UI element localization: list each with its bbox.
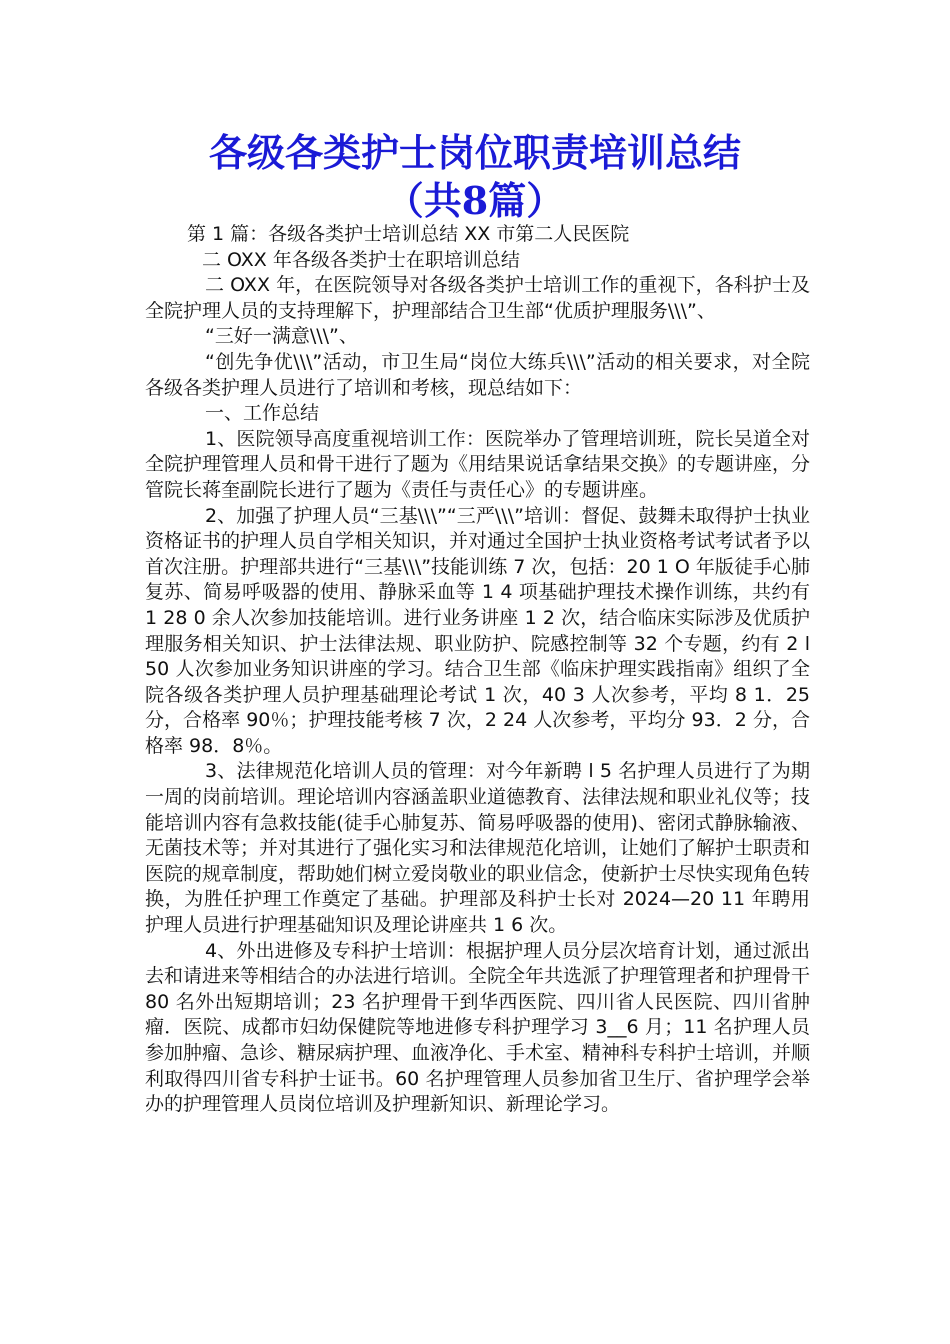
paragraph-item-2: 2、加强了护理人员“三基\\\”“三严\\\”培训：督促、鼓舞未取得护士执业资格证书的护理人员自学相关知识，并对通过全国护士执业资格考试考试者予以首次注册。护理部共进行“三基\\\”技能训练 7 次，包括：20 1 O 年版徒手心肺复苏、简易呼吸器的使用、静脉采血等 1 4 项基础护理技术操作训练，共约有 1 28 0 余人次参加技能培训。进行业务讲座 1 2 次，结合临床实际涉及优质护理服务相关知识、护士法律法规、职业防护、院感控制等 32 个专题，约有 2 l 50 人次参加业务知识讲座的学习。结合卫生部《临床护理实践指南》组织了全院各级各类护理人员护理基础理论考试 1 次，40 3 人次参考，平均 8 1．25 分，合格率 90％；护理技能考核 7 次，2 24 人次参考，平均分 93．2 分，合格率 98．8％。 xyxy=(145,504,811,757)
paragraph-slogan-2: “创先争优\\\”活动，市卫生局“岗位大练兵\\\”活动的相关要求，对全院各级各类护理人员进行了培训和考核，现总结如下： xyxy=(145,350,810,399)
document-subtitle: （共8篇） xyxy=(385,178,565,223)
document-title: 各级各类护士岗位职责培训总结 xyxy=(208,130,741,175)
section-heading-work-summary: 一、工作总结 xyxy=(205,402,320,425)
paragraph-report-title: 二 OXX 年各级各类护士在职培训总结 xyxy=(202,248,520,271)
paragraph-chapter-heading: 第 1 篇：各级各类护士培训总结 XX 市第二人民医院 xyxy=(187,223,630,245)
document-body xyxy=(145,222,810,1118)
paragraph-slogan-1: “三好一满意\\\”、 xyxy=(205,325,358,348)
paragraph-item-4: 4、外出进修及专科护士培训：根据护理人员分层次培育计划，通过派出去和请进来等相结合的办法进行培训。全院全年共选派了护理管理者和护理骨干 80 名外出短期培训；23 名护理骨干到华西医院、四川省人民医院、四川省肿瘤．医院、成都市妇幼保健院等地进修专科护理学习 3__6 月；11 名护理人员参加肿瘤、急诊、糖尿病护理、血液净化、手术室、精神科专科护士培训，并顺利取得四川省专科护士证书。60 名护理管理人员参加省卫生厅、省护理学会举办的护理管理人员岗位培训及护理新知识、新理论学习。 xyxy=(145,939,811,1116)
paragraph-item-3: 3、法律规范化培训人员的管理：对今年新聘 l 5 名护理人员进行了为期一周的岗前培训。理论培训内容涵盖职业道德教育、法律法规和职业礼仪等；技能培训内容有急救技能(徒手心肺复苏、简易呼吸器的使用)、密闭式静脉输液、无菌技术等；并对其进行了强化实习和法律规范化培训，让她们了解护士职责和医院的规章制度，帮助她们树立爱岗敬业的职业信念，使新护士尽快实现角色转换，为胜任护理工作奠定了基础。护理部及科护士长对 2024—20 11 年聘用护理人员进行护理基础知识及理论讲座共 1 6 次。 xyxy=(145,760,811,937)
paragraph-item-1: 1、医院领导高度重视培训工作：医院举办了管理培训班，院长吴道全对全院护理管理人员和骨干进行了题为《用结果说话拿结果交换》的专题讲座，分管院长蒋奎副院长进行了题为《责任与责任心》的专题讲座。 xyxy=(145,427,811,501)
paragraph-intro: 二 OXX 年，在医院领导对各级各类护士培训工作的重视下，各科护士及全院护理人员的支持理解下，护理部结合卫生部“优质护理服务\\\”、 xyxy=(145,274,810,322)
